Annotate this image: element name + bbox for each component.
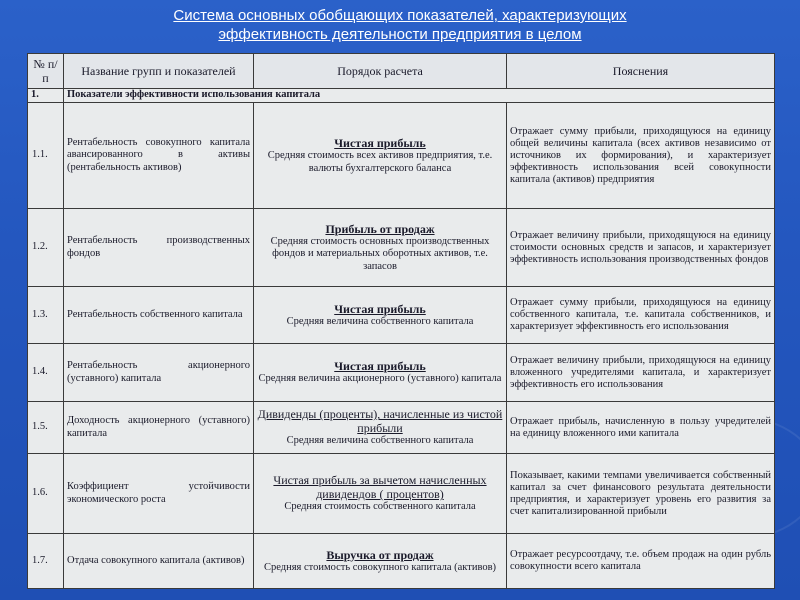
title-line-2: эффективность деятельности предприятия в целом — [218, 26, 582, 43]
header-num: № п/п — [28, 54, 64, 89]
row-num: 1.1. — [28, 103, 64, 209]
header-expl: Пояснения — [507, 54, 775, 89]
calc-formula — [254, 454, 507, 534]
formula-numerator: Прибыль от продаж — [325, 221, 435, 236]
explanation: Отражает величину прибыли, приходящуюся на единицу стоимости основных средств и запасов, и характеризует эффективность использования производственных фондов — [507, 209, 775, 287]
formula-numerator: Выручка от продаж — [326, 547, 434, 562]
page-title — [0, 6, 800, 44]
calc-formula — [254, 287, 507, 344]
explanation: Показывает, какими темпами увеличивается собственный капитал за счет финансового результата деятельности предприятия, и характеризует уровень его развития за счет капитализированной прибыли — [507, 454, 775, 534]
formula-denominator: Средняя величина акционерного (уставного) капитала — [258, 373, 502, 385]
section-name: Показатели эффективности использования капитала — [64, 89, 775, 103]
row-num: 1.4. — [28, 344, 64, 402]
formula-numerator: Чистая прибыль — [334, 136, 426, 150]
formula-denominator: Средняя стоимость собственного капитала — [284, 501, 476, 513]
section-num: 1. — [28, 89, 64, 103]
indicator-name: Отдача совокупного капитала (активов) — [64, 534, 254, 589]
formula-numerator: Чистая прибыль за вычетом начисленных дивидендов ( процентов) — [273, 473, 487, 502]
table-row — [28, 103, 775, 209]
explanation: Отражает величину прибыли, приходящуюся на единицу вложенного учредителями капитала, и характеризует эффективность его использования — [507, 344, 775, 402]
section-row — [28, 89, 775, 103]
explanation: Отражает сумму прибыли, приходящуюся на единицу собственного капитала, т.е. капитала собственников, и характеризует эффективность его использования — [507, 287, 775, 344]
row-num: 1.6. — [28, 454, 64, 534]
table-row — [28, 287, 775, 344]
indicator-name: Рентабельность совокупного капитала авансированного в активы (рентабельность активов) — [64, 103, 254, 209]
header-name: Название групп и показателей — [64, 54, 254, 89]
calc-formula — [254, 402, 507, 454]
formula-numerator: Чистая прибыль — [334, 301, 426, 316]
calc-formula — [254, 103, 507, 209]
indicators-table — [27, 53, 775, 589]
formula-denominator: Средняя стоимость всех активов предприятия, т.е. валюты бухгалтерского баланса — [267, 150, 493, 174]
explanation: Отражает сумму прибыли, приходящуюся на единицу общей величины капитала (всех активов независимо от источников их формирования), и характеризует эффективность использования всей совокупности капитала (активов) предприятия — [507, 103, 775, 209]
table-row — [28, 402, 775, 454]
formula-denominator: Средняя величина собственного капитала — [286, 435, 474, 447]
indicator-name: Доходность акционерного (уставного) капитала — [64, 402, 254, 454]
formula-numerator: Чистая прибыль — [334, 359, 426, 374]
row-num: 1.3. — [28, 287, 64, 344]
title-line-1: Система основных обобщающих показателей, характеризующих — [173, 7, 627, 24]
formula-denominator: Средняя величина собственного капитала — [286, 315, 474, 327]
formula-numerator: Дивиденды (проценты), начисленные из чистой прибыли — [257, 407, 503, 436]
row-num: 1.5. — [28, 402, 64, 454]
formula-denominator: Средняя стоимость совокупного капитала (активов) — [263, 561, 497, 573]
explanation: Отражает прибыль, начисленную в пользу учредителей на единицу вложенного ими капитала — [507, 402, 775, 454]
table-row — [28, 209, 775, 287]
calc-formula — [254, 209, 507, 287]
header-row — [28, 54, 775, 89]
indicator-name: Коэффициент устойчивости экономического роста — [64, 454, 254, 534]
table-row — [28, 454, 775, 534]
explanation: Отражает ресурсоотдачу, т.е. объем продаж на один рубль совокупности всего капитала — [507, 534, 775, 589]
calc-formula — [254, 534, 507, 589]
indicator-name: Рентабельность собственного капитала — [64, 287, 254, 344]
indicator-name: Рентабельность производственных фондов — [64, 209, 254, 287]
calc-formula — [254, 344, 507, 402]
formula-denominator: Средняя стоимость основных производственных фондов и материальных оборотных активов, т.е. запасов — [270, 235, 490, 272]
table-row — [28, 344, 775, 402]
indicator-name: Рентабельность акционерного (уставного) капитала — [64, 344, 254, 402]
table-row — [28, 534, 775, 589]
row-num: 1.7. — [28, 534, 64, 589]
row-num: 1.2. — [28, 209, 64, 287]
header-calc: Порядок расчета — [254, 54, 507, 89]
